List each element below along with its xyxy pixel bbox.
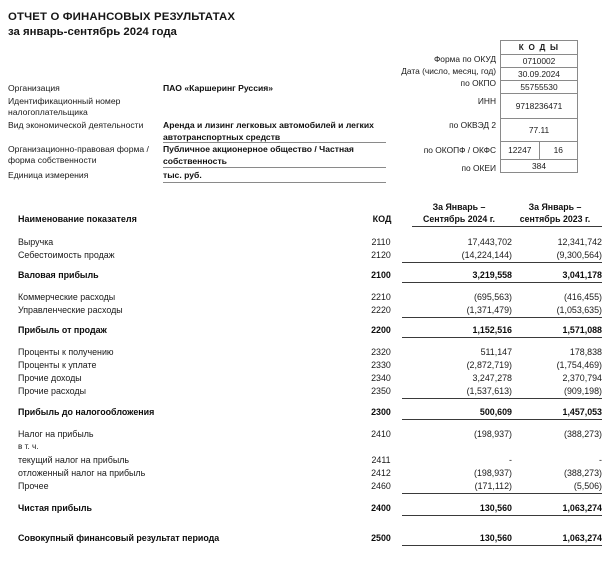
codes-value-date: 30.09.2024: [501, 68, 578, 81]
subtotal-rule-2024: [402, 545, 512, 546]
row-value-2024: (171,112): [474, 481, 512, 491]
row-code: 2350: [371, 386, 391, 396]
row-value-2023: 178,838: [569, 347, 602, 357]
divider-activity: [163, 142, 386, 143]
row-value-2023: (5,506): [573, 481, 602, 491]
row-value-2023: 2,370,794: [562, 373, 602, 383]
column-header-period-2024-line1: За Январь –: [432, 202, 486, 212]
org-label-activity: Вид экономической деятельности: [8, 120, 144, 130]
row-code: 2320: [371, 347, 391, 357]
codes-label-okopf: по ОКОПФ / ОКФС: [423, 145, 496, 155]
subtotal-rule-2024: [402, 515, 512, 516]
row-value-2023: (1,754,469): [556, 360, 602, 370]
row-value-2024: 511,147: [480, 347, 512, 357]
divider-legal-form: [163, 167, 386, 168]
subtotal-rule-2024: [402, 317, 512, 318]
org-value-activity: Аренда и лизинг легковых автомобилей и легких автотранспортных средств: [163, 120, 374, 142]
org-label-organization: Организация: [8, 83, 60, 93]
report-period: за январь-сентябрь 2024 года: [8, 26, 177, 38]
org-label-legal-form-line2: форма собственности: [8, 155, 97, 165]
table-row: [0, 359, 605, 371]
codes-label-okved: по ОКВЭД 2: [449, 120, 496, 130]
row-code: 2460: [371, 481, 391, 491]
table-row: [0, 441, 605, 453]
row-label: Коммерческие расходы: [18, 292, 116, 302]
subtotal-rule-2024: [402, 282, 512, 283]
codes-row-okopf: [501, 142, 578, 160]
row-label: Прочие расходы: [18, 386, 86, 396]
table-row: [0, 304, 605, 316]
subtotal-rule-2023: [502, 317, 602, 318]
codes-label-date: Дата (число, месяц, год): [401, 66, 496, 76]
row-code: 2120: [371, 250, 391, 260]
column-header-period-2023-line1: За Январь –: [528, 202, 582, 212]
subtotal-rule-2024: [402, 419, 512, 420]
row-label: Валовая прибыль: [18, 270, 99, 280]
row-label: Прибыль до налогообложения: [18, 407, 155, 417]
org-label-legal-form-line1: Организационно-правовая форма /: [8, 144, 149, 154]
row-value-2024: 3,219,558: [472, 270, 512, 280]
row-value-2024: 3,247,278: [472, 373, 512, 383]
row-value-2024: (198,937): [474, 429, 512, 439]
org-label-taxpayer-id-line2: налогоплательщика: [8, 107, 88, 117]
table-row: [0, 236, 605, 248]
row-code: 2412: [371, 468, 391, 478]
row-value-2023: -: [599, 455, 602, 465]
row-value-2024: (14,224,144): [461, 250, 512, 260]
row-label: Совокупный финансовый результат периода: [18, 533, 220, 543]
codes-label-okpo: по ОКПО: [460, 78, 496, 88]
table-row: [0, 467, 605, 479]
table-row: [0, 385, 605, 397]
column-header-period-2024: [405, 202, 513, 225]
row-label: Управленческие расходы: [18, 305, 123, 315]
codes-table: [500, 40, 578, 173]
row-value-2023: (9,300,564): [556, 250, 602, 260]
row-value-2024: (2,872,719): [466, 360, 512, 370]
row-code: 2340: [371, 373, 391, 383]
row-value-2024: 130,560: [479, 503, 512, 513]
row-label: Налог на прибыль: [18, 429, 94, 439]
codes-row-okved: [501, 119, 578, 142]
codes-row-okpo: [501, 81, 578, 94]
subtotal-rule-2023: [502, 493, 602, 494]
row-value-2023: (909,198): [564, 386, 602, 396]
table-row: [0, 249, 605, 261]
row-code: 2411: [371, 455, 391, 465]
codes-row-inn: [501, 94, 578, 119]
row-value-2024: (695,563): [474, 292, 512, 302]
row-code: 2210: [371, 292, 391, 302]
org-label-taxpayer-id-line1: Идентификационный номер: [8, 96, 121, 106]
table-row: [0, 372, 605, 384]
row-label: Прочие доходы: [18, 373, 82, 383]
table-row: [0, 454, 605, 466]
table-row: [0, 532, 605, 544]
org-label-unit: Единица измерения: [8, 170, 89, 180]
codes-value-inn: 9718236471: [501, 94, 578, 119]
subtotal-rule-2024: [402, 337, 512, 338]
row-code: 2410: [371, 429, 391, 439]
header-underline-2024: [412, 226, 512, 227]
column-header-period-2023: [505, 202, 605, 225]
codes-row-okud: [501, 55, 578, 68]
row-code: 2220: [371, 305, 391, 315]
row-code: 2500: [371, 533, 391, 543]
page-title: [8, 10, 428, 40]
column-header-indicator: Наименование показателя: [18, 214, 137, 224]
row-value-2024: (1,371,479): [466, 305, 512, 315]
table-row: [0, 406, 605, 418]
row-value-2023: 3,041,178: [562, 270, 602, 280]
subtotal-rule-2023: [502, 419, 602, 420]
codes-value-okfs: 16: [539, 142, 578, 160]
subtotal-rule-2024: [402, 262, 512, 263]
row-value-2024: (198,937): [474, 468, 512, 478]
codes-label-okei: по ОКЕИ: [461, 163, 496, 173]
row-value-2023: 1,457,053: [562, 407, 602, 417]
divider-unit: [163, 182, 386, 183]
column-header-period-2023-line2: сентябрь 2023 г.: [519, 213, 591, 224]
row-label: в т. ч.: [18, 442, 39, 451]
table-row: [0, 291, 605, 303]
codes-value-okopf: 12247: [501, 142, 540, 160]
row-code: 2330: [371, 360, 391, 370]
org-value-organization: ПАО «Каршеринг Руссия»: [163, 83, 274, 93]
row-label: Себестоимость продаж: [18, 250, 115, 260]
row-label: Проценты к уплате: [18, 360, 97, 370]
column-header-code: КОД: [372, 214, 392, 224]
subtotal-rule-2023: [502, 282, 602, 283]
row-value-2024: 500,609: [479, 407, 512, 417]
report-title: ОТЧЕТ О ФИНАНСОВЫХ РЕЗУЛЬТАТАХ: [8, 11, 236, 23]
codes-value-okpo: 55755530: [501, 81, 578, 94]
row-value-2024: -: [509, 455, 512, 465]
subtotal-rule-2024: [402, 398, 512, 399]
row-value-2023: 12,341,742: [557, 237, 602, 247]
row-code: 2110: [371, 237, 391, 247]
row-label: текущий налог на прибыль: [18, 455, 130, 465]
header-underline-2023: [512, 226, 602, 227]
subtotal-rule-2023: [502, 337, 602, 338]
row-value-2023: 1,571,088: [562, 325, 602, 335]
row-value-2024: 1,152,516: [472, 325, 512, 335]
row-code: 2400: [371, 503, 391, 513]
row-label: Выручка: [18, 237, 54, 247]
row-code: 2200: [371, 325, 391, 335]
row-value-2023: 1,063,274: [562, 533, 602, 543]
row-label: Проценты к получению: [18, 347, 114, 357]
codes-row-date: [501, 68, 578, 81]
table-row: [0, 324, 605, 336]
subtotal-rule-2023: [502, 515, 602, 516]
codes-row-okei: [501, 160, 578, 173]
row-value-2023: 1,063,274: [562, 503, 602, 513]
table-row: [0, 480, 605, 492]
row-label: Чистая прибыль: [18, 503, 92, 513]
row-value-2023: (416,455): [564, 292, 602, 302]
row-code: 2100: [371, 270, 391, 280]
subtotal-rule-2023: [502, 398, 602, 399]
row-value-2024: 17,443,702: [467, 237, 512, 247]
row-label: отложенный налог на прибыль: [18, 468, 146, 478]
row-value-2024: (1,537,613): [466, 386, 512, 396]
codes-value-okved: 77.11: [501, 119, 578, 142]
codes-label-okud: Форма по ОКУД: [433, 54, 496, 64]
column-header-period-2024-line2: Сентябрь 2024 г.: [423, 213, 495, 224]
codes-value-okei: 384: [501, 160, 578, 173]
row-label: Прибыль от продаж: [18, 325, 107, 335]
table-row: [0, 269, 605, 281]
table-row: [0, 428, 605, 440]
subtotal-rule-2023: [502, 545, 602, 546]
row-value-2023: (388,273): [564, 429, 602, 439]
codes-label-inn: ИНН: [477, 96, 496, 106]
table-row: [0, 502, 605, 514]
codes-header-cell: К О Д Ы: [501, 41, 578, 55]
row-code: 2300: [371, 407, 391, 417]
org-value-legal-form: Публичное акционерное общество / Частная собственность: [163, 144, 354, 166]
row-value-2024: 130,560: [479, 533, 512, 543]
org-value-unit: тыс. руб.: [163, 170, 202, 180]
row-value-2023: (388,273): [564, 468, 602, 478]
subtotal-rule-2024: [402, 493, 512, 494]
row-value-2023: (1,053,635): [556, 305, 602, 315]
codes-row-header: [501, 41, 578, 55]
table-row: [0, 346, 605, 358]
codes-value-okud: 0710002: [501, 55, 578, 68]
subtotal-rule-2023: [502, 262, 602, 263]
row-label: Прочее: [18, 481, 49, 491]
